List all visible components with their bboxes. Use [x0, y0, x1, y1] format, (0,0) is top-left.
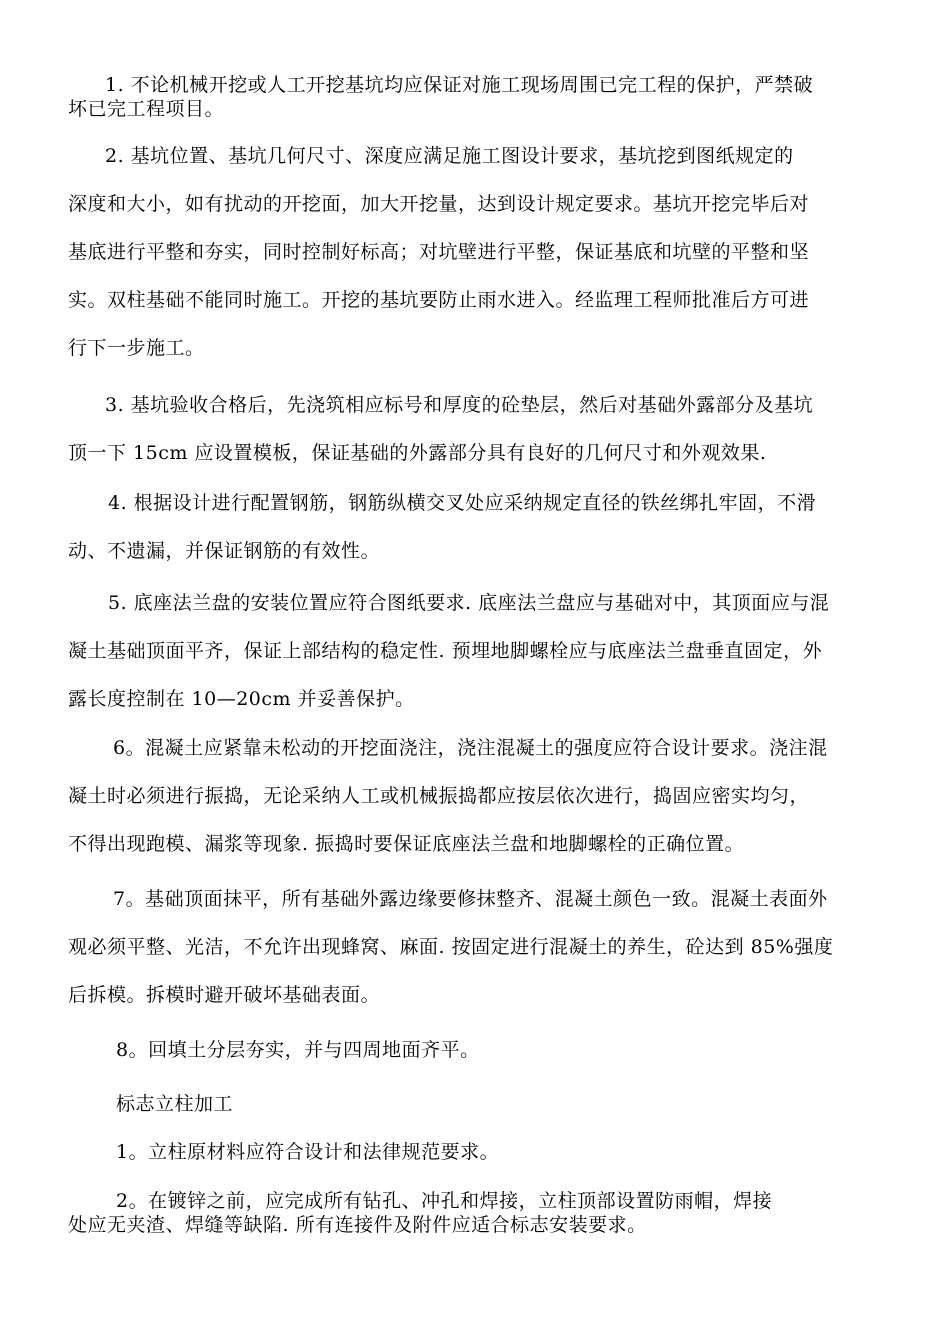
paragraph-line: 深度和大小，如有扰动的开挖面，加大开挖量，达到设计规定要求。基坑开挖完毕后对	[68, 193, 810, 215]
paragraph-line: 2。在镀锌之前，应完成所有钻孔、冲孔和焊接，立柱顶部设置防雨帽，焊接	[116, 1190, 773, 1212]
paragraph-10	[68, 1189, 898, 1237]
paragraph-line: 1. 不论机械开挖或人工开挖基坑均应保证对施工现场周围已完工程的保护，严禁破	[105, 74, 814, 96]
paragraph-line: 7。基础顶面抹平，所有基础外露边缘要修抹整齐、混凝土颜色一致。混凝土表面外	[113, 888, 828, 910]
paragraph-line: 后拆模。拆模时避开破坏基础表面。	[68, 984, 381, 1006]
section-heading	[68, 1080, 898, 1128]
paragraph-3	[68, 381, 898, 477]
paragraph-line: 实。双柱基础不能同时施工。开挖的基坑要防止雨水进入。经监理工程师批准后方可进	[68, 289, 810, 311]
paragraph-line: 顶一下 15cm 应设置模板，保证基础的外露部分具有良好的几何尺寸和外观效果.	[68, 442, 767, 464]
paragraph-line: 不得出现跑模、漏浆等现象. 振捣时要保证底座法兰盘和地脚螺栓的正确位置。	[68, 833, 745, 855]
paragraph-9	[68, 1128, 898, 1176]
paragraph-1	[68, 73, 898, 121]
paragraph-line: 4. 根据设计进行配置钢筋，钢筋纵横交叉处应采纳规定直径的铁丝绑扎牢固，不滑	[108, 492, 817, 514]
paragraph-line: 5. 底座法兰盘的安装位置应符合图纸要求. 底座法兰盘应与基础对中，其顶面应与混	[108, 592, 830, 614]
paragraph-line: 凝土基础顶面平齐，保证上部结构的稳定性. 预埋地脚螺栓应与底座法兰盘垂直固定，外	[68, 640, 823, 662]
paragraph-line: 动、不遗漏，并保证钢筋的有效性。	[68, 540, 381, 562]
paragraph-8	[68, 1026, 898, 1074]
paragraph-4	[68, 479, 898, 575]
paragraph-line: 2. 基坑位置、基坑几何尺寸、深度应满足施工图设计要求，基坑挖到图纸规定的	[105, 145, 794, 167]
paragraph-line: 基底进行平整和夯实，同时控制好标高；对坑壁进行平整，保证基底和坑壁的平整和坚	[68, 241, 810, 263]
paragraph-line: 凝土时必须进行振捣，无论采纳人工或机械振捣都应按层依次进行，捣固应密实均匀，	[68, 785, 810, 807]
paragraph-line: 8。回填土分层夯实，并与四周地面齐平。	[116, 1039, 480, 1061]
paragraph-line: 观必须平整、光洁，不允许出现蜂窝、麻面. 按固定进行混凝土的养生，砼达到 85%强度	[68, 936, 834, 958]
paragraph-line: 1。立柱原材料应符合设计和法律规范要求。	[116, 1141, 500, 1163]
paragraph-line: 行下一步施工。	[68, 337, 205, 359]
paragraph-2	[68, 132, 898, 372]
paragraph-line: 处应无夹渣、焊缝等缺陷. 所有连接件及附件应适合标志安装要求。	[68, 1214, 647, 1236]
paragraph-5	[68, 579, 898, 723]
paragraph-line: 6。混凝土应紧靠未松动的开挖面浇注，浇注混凝土的强度应符合设计要求。浇注混	[113, 737, 828, 759]
paragraph-line: 3. 基坑验收合格后，先浇筑相应标号和厚度的砼垫层，然后对基础外露部分及基坑	[105, 394, 814, 416]
paragraph-line: 露长度控制在 10—20cm 并妥善保护。	[68, 688, 415, 710]
paragraph-6	[68, 724, 898, 868]
section-heading-text: 标志立柱加工	[116, 1093, 234, 1115]
paragraph-7	[68, 875, 898, 1019]
paragraph-line: 坏已完工程项目。	[68, 98, 225, 120]
